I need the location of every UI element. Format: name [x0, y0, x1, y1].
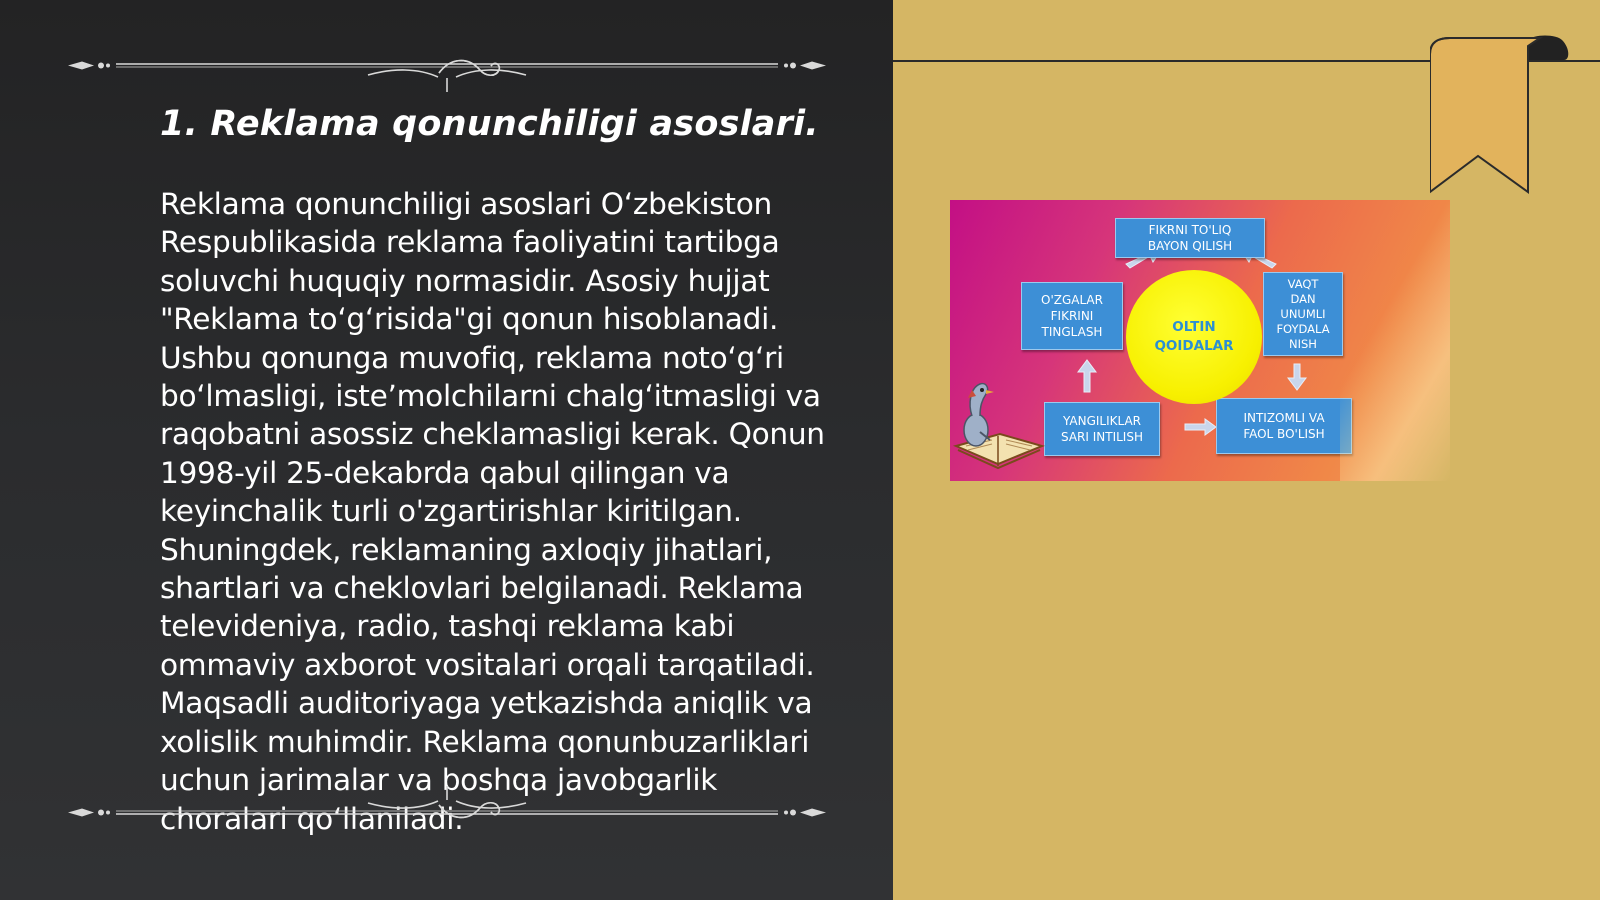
bird-reading-book-icon: [950, 376, 1050, 480]
diagram-box-left-top: O'ZGALAR FIKRINI TINGLASH: [1021, 282, 1123, 350]
diagram-box-top: FIKRNI TO'LIQ BAYON QILISH: [1115, 218, 1265, 258]
diagram-box-right-bottom: INTIZOMLI VA FAOL BO'LISH: [1216, 398, 1352, 454]
page-curl-shadow: [1340, 200, 1450, 481]
diagram-center-circle: [1126, 270, 1262, 404]
ornamental-divider-top-icon: [68, 44, 826, 94]
ornamental-divider-bottom-icon: [68, 784, 826, 834]
diagram-box-right-top: VAQT DAN UNUMLI FOYDALA NISH: [1263, 272, 1343, 356]
golden-rules-diagram: [950, 200, 1450, 481]
bookmark-ribbon-icon: [1430, 34, 1590, 204]
slide-title: 1. Reklama qonunchiligi asoslari.: [160, 104, 819, 144]
diagram-box-left-bottom: YANGILIKLAR SARI INTILISH: [1044, 402, 1160, 456]
diagram-center-label: OLTIN QOIDALAR: [1154, 319, 1234, 354]
slide-body-text: Reklama qonunchiligi asoslari O‘zbekiston Respublikasida reklama faoliyatini tartibga soluvchi huquqiy normasidir. Asosiy hujjat "Reklama to‘g‘risida"gi qonun hisoblanadi. Ushbu qonunga muvofiq, reklama noto‘g‘ri bo‘lmasligi, iste’molchilarni chalg‘itmasligi va raqobatni asossiz cheklamasligi kerak. Qonun 1998-yil 25-dekabrda qabul qilingan va keyinchalik turli o'zgartirishlar kiritilgan. Shuningdek, reklamaning axloqiy jihatlari, shartlari va cheklovlari belgilanadi. Reklama televideniya, radio, tashqi reklama kabi ommaviy axborot vositalari orqali tarqatiladi. Maqsadli auditoriyaga yetkazishda aniqlik va xolislik muhimdir. Reklama qonunbuzarliklari uchun jarimalar va boshqa javobgarlik choralari qo‘llaniladi.: [160, 187, 825, 836]
